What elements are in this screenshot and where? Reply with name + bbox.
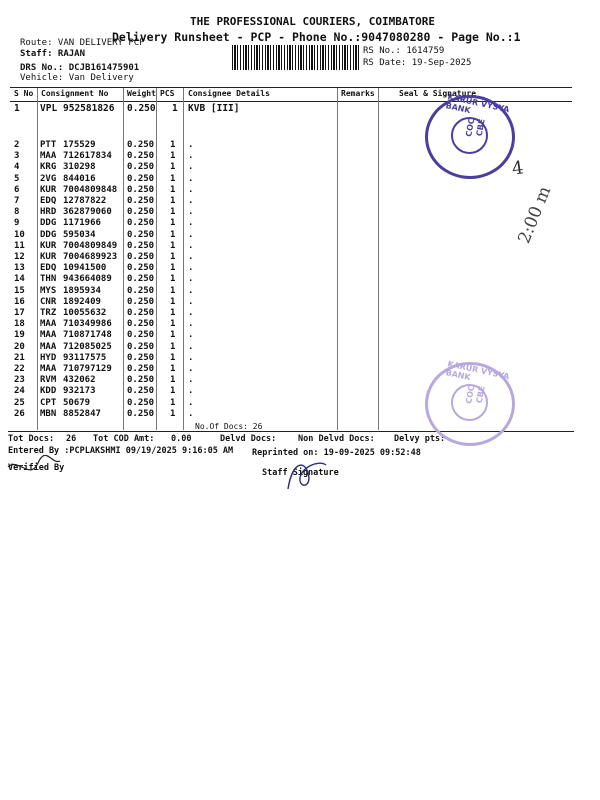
runsheet-title: Delivery Runsheet - PCP - Phone No.:9047080280 - Page No.:1	[112, 30, 521, 44]
table-row	[0, 174, 600, 185]
row-prefix: HYD	[40, 352, 57, 363]
row-consignee: .	[188, 196, 194, 206]
table-row	[0, 218, 600, 229]
col-seal: Seal & Signature	[399, 89, 477, 98]
verifier-signature-scribble	[4, 455, 64, 485]
row-weight: 0.250	[127, 330, 155, 341]
row-weight: 0.250	[127, 341, 155, 352]
row-weight: 0.250	[127, 274, 155, 285]
row-weight: 0.250	[127, 196, 155, 206]
reprinted-on: Reprinted on: 19-09-2025 09:52:48	[252, 448, 421, 458]
staff-signature: Staff Signature	[262, 468, 339, 478]
vehicle-label: Vehicle: Van Delivery	[20, 73, 134, 83]
row-weight: 0.250	[127, 408, 155, 419]
stamp-cbe: CBE	[474, 385, 487, 404]
row-sno: 17	[14, 308, 25, 318]
table-row	[0, 286, 600, 297]
row-sno: 2	[14, 140, 20, 150]
row-pcs: 1	[170, 140, 176, 150]
row-consignee: .	[188, 364, 194, 374]
staff-label: Staff: RAJAN	[20, 49, 86, 59]
row-weight: 0.250	[127, 386, 155, 397]
table-header-row	[0, 89, 600, 101]
row-consignee: .	[188, 341, 194, 352]
row-prefix: CPT	[40, 397, 57, 408]
row-consignee: .	[188, 218, 194, 229]
row-weight: 0.250	[127, 173, 155, 184]
row-sno: 18	[14, 319, 25, 330]
row-sno: 3	[14, 151, 20, 162]
col-consignment: Consignment No	[41, 89, 109, 98]
row-sno: 23	[14, 375, 25, 386]
row-prefix: TRZ	[40, 308, 57, 318]
row-prefix: VPL	[40, 103, 58, 114]
row-consignee: .	[188, 140, 194, 150]
row-prefix: THN	[40, 274, 57, 285]
row-consignee: .	[188, 184, 194, 195]
row-prefix: DDG	[40, 218, 57, 229]
table-row	[0, 297, 600, 308]
row-consignee: .	[188, 151, 194, 162]
drs-number: DRS No.: DCJB161475901	[20, 63, 140, 73]
row-weight: 0.250	[127, 218, 155, 229]
row-prefix: KUR	[40, 184, 57, 195]
row-consignee: .	[188, 375, 194, 386]
table-row	[0, 319, 600, 330]
handwritten-time: 2:00 m	[514, 183, 556, 247]
row-consignee: .	[188, 352, 194, 363]
stamp-coc: COC	[464, 384, 477, 405]
row-pcs: 1	[170, 218, 176, 229]
row-consignee: .	[188, 240, 194, 251]
company-name: THE PROFESSIONAL COURIERS, COIMBATORE	[189, 15, 436, 28]
row-pcs: 1	[170, 386, 176, 397]
row-consignment-no: 175529	[63, 140, 96, 150]
row-sno: 15	[14, 285, 25, 296]
row-consignment-no: 712085025	[63, 341, 112, 352]
row-consignee: .	[188, 207, 194, 218]
row-prefix: KDD	[40, 386, 57, 397]
row-pcs: 1	[170, 184, 176, 195]
row-pcs: 1	[170, 207, 176, 218]
row-consignment-no: 710797129	[63, 364, 112, 374]
row-consignment-no: 10941500	[63, 263, 107, 274]
row-sno: 13	[14, 263, 25, 274]
row-consignment-no: 93117575	[63, 352, 107, 363]
delvy-pts: Delvy pts:	[394, 434, 446, 444]
row-consignee: .	[188, 296, 194, 307]
row-consignment-no: 710349986	[63, 319, 112, 330]
table-row	[0, 185, 600, 196]
no-of-docs: No.Of Docs: 26	[195, 422, 263, 431]
table-row	[0, 162, 600, 173]
row-consignment-no: 952581826	[63, 103, 115, 114]
tot-cod-label: Tot COD Amt:	[93, 434, 155, 444]
row-weight: 0.250	[127, 364, 155, 374]
row-pcs: 1	[170, 196, 176, 206]
row-sno: 5	[14, 173, 20, 184]
row-weight: 0.250	[127, 207, 155, 218]
handwritten-mark: 4	[510, 157, 525, 180]
row-consignee: .	[188, 330, 194, 341]
row-consignment-no: 710871748	[63, 330, 112, 341]
col-consignee: Consignee Details	[188, 89, 270, 98]
row-sno: 26	[14, 408, 25, 419]
tot-cod-value: 0.00	[171, 434, 192, 444]
row-pcs: 1	[170, 229, 176, 240]
row-prefix: MBN	[40, 408, 57, 419]
row-consignment-no: 8852847	[63, 408, 101, 419]
bank-stamp-faded	[425, 359, 515, 446]
row-consignment-no: 712617834	[63, 151, 112, 162]
row-consignment-no: 1895934	[63, 285, 101, 296]
verified-by: Verified By	[8, 463, 65, 473]
table-row	[0, 252, 600, 263]
row-sno: 20	[14, 341, 25, 352]
table-row	[0, 241, 600, 252]
row-consignment-no: 7004689923	[63, 252, 118, 262]
route-label: Route: VAN DELIVERY PCP	[20, 38, 145, 48]
row-prefix: MAA	[40, 151, 57, 162]
stamp-cbe: CBE	[474, 118, 487, 137]
row-consignment-no: 7004809848	[63, 184, 118, 195]
row-pcs: 1	[170, 341, 176, 352]
row-consignment-no: 595034	[63, 229, 96, 240]
col-pcs: PCS	[160, 89, 175, 98]
row-prefix: MAA	[40, 341, 57, 352]
row-consignee: .	[188, 252, 194, 262]
row-pcs: 1	[170, 151, 176, 162]
row-prefix: 2VG	[40, 173, 57, 184]
barcode-image	[232, 45, 360, 70]
row-consignment-no: 1171966	[63, 218, 101, 229]
row-prefix: EDQ	[40, 263, 57, 274]
row-sno: 19	[14, 330, 25, 341]
row-sno: 11	[14, 240, 25, 251]
row-pcs: 1	[170, 352, 176, 363]
row-consignment-no: 10055632	[63, 308, 107, 318]
rs-number: RS No.: 1614759	[363, 46, 445, 56]
row-weight: 0.250	[127, 151, 155, 162]
row-pcs: 1	[170, 375, 176, 386]
row-consignee: KVB [III]	[188, 103, 240, 114]
row-sno: 8	[14, 207, 20, 218]
row-prefix: KUR	[40, 252, 57, 262]
row-sno: 12	[14, 252, 25, 262]
row-weight: 0.250	[127, 103, 156, 114]
row-consignee: .	[188, 173, 194, 184]
row-sno: 24	[14, 386, 25, 397]
row-prefix: HRD	[40, 207, 57, 218]
row-consignee: .	[188, 397, 194, 408]
row-pcs: 1	[170, 296, 176, 307]
table-row	[0, 274, 600, 285]
row-weight: 0.250	[127, 375, 155, 386]
table-row	[0, 308, 600, 319]
row-pcs: 1	[170, 240, 176, 251]
row-consignee: .	[188, 263, 194, 274]
row-sno: 22	[14, 364, 25, 374]
row-pcs: 1	[170, 173, 176, 184]
row-prefix: MAA	[40, 364, 57, 374]
row-weight: 0.250	[127, 140, 155, 150]
row-weight: 0.250	[127, 308, 155, 318]
table-top-border	[10, 87, 572, 88]
row-consignee: .	[188, 229, 194, 240]
row-weight: 0.250	[127, 229, 155, 240]
row-sno: 10	[14, 229, 25, 240]
row-consignment-no: 943664089	[63, 274, 112, 285]
row-consignment-no: 432062	[63, 375, 96, 386]
table-row	[0, 342, 600, 353]
row-prefix: PTT	[40, 140, 57, 150]
bank-stamp	[425, 92, 515, 179]
row-weight: 0.250	[127, 252, 155, 262]
row-weight: 0.250	[127, 319, 155, 330]
row-prefix: RVM	[40, 375, 57, 386]
stamp-bank-name: KARUR VYSYA BANK	[444, 359, 511, 383]
row-pcs: 1	[170, 162, 176, 173]
stamp-coc: COC	[464, 117, 477, 138]
row-consignment-no: 362879060	[63, 207, 112, 218]
row-weight: 0.250	[127, 397, 155, 408]
row-prefix: MAA	[40, 319, 57, 330]
row-sno: 7	[14, 196, 20, 206]
delvd-docs: Delvd Docs:	[220, 434, 277, 444]
row-pcs: 1	[172, 103, 178, 114]
row-sno: 14	[14, 274, 25, 285]
row-sno: 16	[14, 296, 25, 307]
stamp-bank-name: KARUR VYSYA BANK	[444, 92, 511, 116]
row-consignee: .	[188, 386, 194, 397]
row-sno: 1	[14, 103, 20, 114]
rs-date: RS Date: 19-Sep-2025	[363, 58, 472, 68]
row-weight: 0.250	[127, 240, 155, 251]
row-sno: 9	[14, 218, 20, 229]
col-sno: S No	[14, 89, 34, 98]
row-consignment-no: 844016	[63, 173, 96, 184]
row-consignment-no: 7004809849	[63, 240, 118, 251]
col-remarks: Remarks	[341, 89, 375, 98]
row-weight: 0.250	[127, 352, 155, 363]
row-consignee: .	[188, 319, 194, 330]
row-pcs: 1	[170, 319, 176, 330]
row-sno: 4	[14, 162, 20, 173]
table-row	[0, 207, 600, 218]
table-row	[0, 196, 600, 207]
row-consignee: .	[188, 285, 194, 296]
row-weight: 0.250	[127, 184, 155, 195]
row-pcs: 1	[170, 308, 176, 318]
col-weight: Weight	[127, 89, 156, 98]
table-row	[0, 353, 600, 364]
non-delvd-docs: Non Delvd Docs:	[298, 434, 375, 444]
table-row	[0, 330, 600, 341]
row-consignee: .	[188, 308, 194, 318]
row-weight: 0.250	[127, 162, 155, 173]
row-pcs: 1	[170, 252, 176, 262]
row-prefix: MYS	[40, 285, 57, 296]
row-sno: 6	[14, 184, 20, 195]
row-pcs: 1	[170, 285, 176, 296]
row-pcs: 1	[170, 330, 176, 341]
row-pcs: 1	[170, 364, 176, 374]
row-weight: 0.250	[127, 263, 155, 274]
row-pcs: 1	[170, 274, 176, 285]
entered-by: Entered By :PCPLAKSHMI 09/19/2025 9:16:05 AM	[8, 446, 234, 456]
tot-docs-value: 26	[66, 434, 77, 444]
row-consignment-no: 50679	[63, 397, 91, 408]
table-row	[0, 230, 600, 241]
totals-row	[8, 434, 588, 446]
row-consignment-no: 1892409	[63, 296, 101, 307]
row-consignee: .	[188, 274, 194, 285]
row-consignee: .	[188, 162, 194, 173]
row-pcs: 1	[170, 263, 176, 274]
tot-docs-label: Tot Docs:	[8, 434, 55, 444]
row-consignment-no: 932173	[63, 386, 96, 397]
row-pcs: 1	[170, 397, 176, 408]
row-pcs: 1	[170, 408, 176, 419]
row-prefix: DDG	[40, 229, 57, 240]
row-consignee: .	[188, 408, 194, 419]
row-prefix: EDQ	[40, 196, 57, 206]
row-weight: 0.250	[127, 285, 155, 296]
row-consignment-no: 310298	[63, 162, 96, 173]
row-consignment-no: 12787822	[63, 196, 107, 206]
row-prefix: CNR	[40, 296, 57, 307]
staff-signature-scribble	[282, 455, 332, 495]
row-weight: 0.250	[127, 296, 155, 307]
row-sno: 21	[14, 352, 25, 363]
row-prefix: KRG	[40, 162, 57, 173]
table-row	[0, 263, 600, 274]
row-prefix: MAA	[40, 330, 57, 341]
row-sno: 25	[14, 397, 25, 408]
row-prefix: KUR	[40, 240, 57, 251]
